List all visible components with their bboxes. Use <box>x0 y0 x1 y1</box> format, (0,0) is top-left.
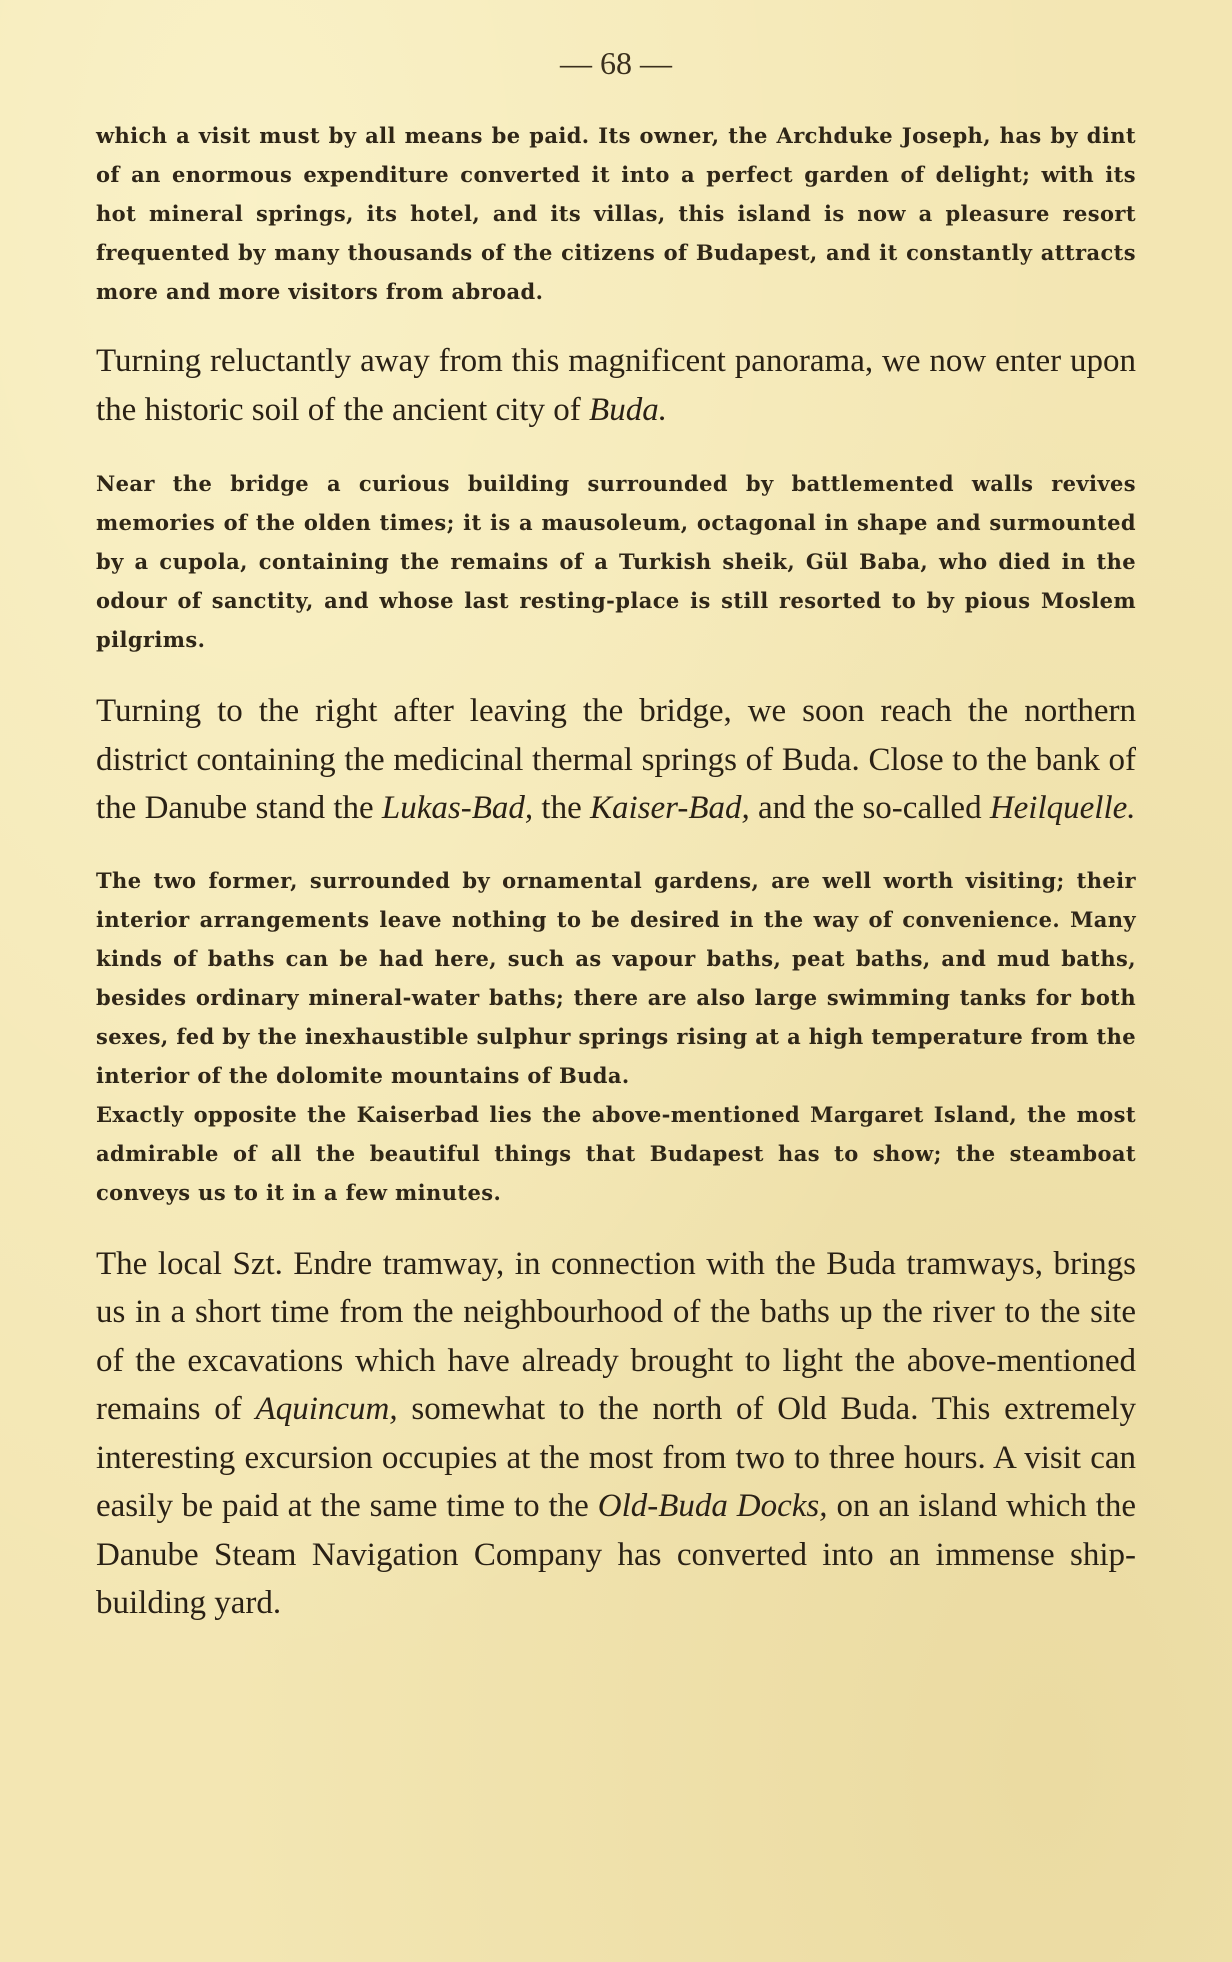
italic-place-name: Buda. <box>589 391 667 428</box>
paragraph-text: on an island which the Danube Steam Navigation Company has converted into an immense ship-building yard. <box>96 1488 1137 1621</box>
page-number: — 68 — <box>560 45 672 81</box>
paragraph-margaret-island: Exactly opposite the Kaiserbad lies the above-mentioned Margaret Island, the most admirable of all the beautiful things that Budapest has to show; the steamboat conveys us to it in a few minutes. <box>96 1101 1136 1205</box>
italic-place-name: Old-Buda Docks, <box>597 1488 828 1524</box>
paragraph-tramway <box>96 1240 1136 1628</box>
paragraph-text: somewhat to the north of Old Buda. This extremely interesting excursion occupies at the most from two to three hours. A visit can easily be paid at the same time to the <box>96 1391 1137 1524</box>
italic-place-name: Lukas-Bad, <box>381 790 534 826</box>
paragraph-enter-buda <box>96 337 1136 434</box>
italic-place-name: Aquincum, <box>255 1391 398 1427</box>
paragraph-text: Turning reluctantly away from this magnificent panorama, we now enter upon the historic soil of the ancient city of <box>96 343 1136 428</box>
paragraph-text: Turning to the right after leaving the bridge, we soon reach the northern district containing the medicinal thermal springs of Buda. Close to the bank of the Danube stand the <box>96 693 1136 826</box>
italic-place-name: Kaiser-Bad, <box>590 790 750 826</box>
italic-place-name: Heilquelle. <box>989 790 1136 826</box>
book-page <box>96 38 1136 1938</box>
paragraph-text: The local Szt. Endre tramway, in connection with the Buda tramways, brings us in a short time from the neighbourhood of the baths up the river to the site of the excavations which have already brought to light the above-mentioned remains of <box>96 1245 1136 1427</box>
paragraph-baths: The two former, surrounded by ornamental gardens, are well worth visiting; their interior arrangements leave nothing to be desired in the way of convenience. Many kinds of baths can be had here, such as vapour baths, peat baths, and mud baths, besides ordinary mineral-water baths; there are also large swimming tanks for both sexes, fed by the inexhaustible sulphur springs rising at a high temperature from the interior of the dolomite mountains of Buda. <box>96 867 1136 1088</box>
paragraph-text: the <box>541 790 582 826</box>
paragraph-text: and the so-called <box>758 790 982 826</box>
paragraph-thermal-springs <box>96 687 1136 833</box>
paragraph-mausoleum: Near the bridge a curious building surrounded by battlemented walls revives memories of the olden times; it is a mausoleum, octagonal in shape and surmounted by a cupola, containing the remains of a Turkish sheik, Gül Baba, who died in the odour of sanctity, and whose last resting-place is still resorted to by pious Moslem pilgrims. <box>96 471 1136 652</box>
paragraph-island-resort: which a visit must by all means be paid. Its owner, the Archduke Joseph, has by dint of an enormous expenditure converted it into a perfect garden of delight; with its hot mineral springs, its hotel, and its villas, this island is now a pleasure resort frequented by many thousands of the citizens of Budapest, and it constantly attracts more and more visitors from abroad. <box>96 123 1136 304</box>
